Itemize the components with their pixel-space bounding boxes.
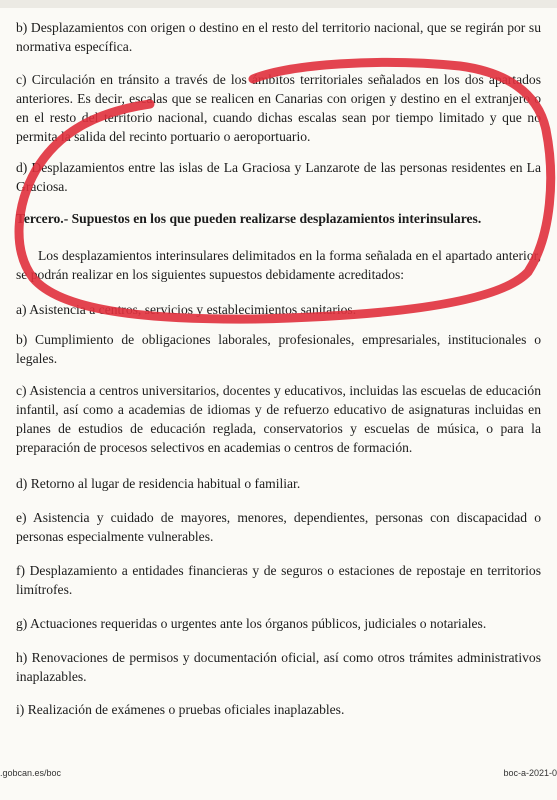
list-item-g: g) Actuaciones requeridas o urgentes ante los órganos públicos, judiciales o notariales. xyxy=(16,616,487,631)
section-heading-text: Tercero.- Supuestos en los que pueden realizarse desplazamientos interinsulares. xyxy=(16,211,482,226)
paragraph-b-destinations: b) Desplazamientos con origen o destino en el resto del territorio nacional, que se regirán por su normativa específica. xyxy=(16,20,541,54)
section-heading-tercero xyxy=(16,209,541,228)
list-item-h: h) Renovaciones de permisos y documentación oficial, así como otros trámites administrativos inaplazables. xyxy=(16,650,541,684)
list-item-d: d) Retorno al lugar de residencia habitual o familiar. xyxy=(16,476,301,491)
list-item-a: a) Asistencia a centros, servicios y establecimientos sanitarios. xyxy=(16,302,357,317)
top-edge-strip xyxy=(0,0,557,8)
footer-document-id: boc-a-2021-0 xyxy=(503,768,557,778)
paragraph-d-la-graciosa: d) Desplazamientos entre las islas de La Graciosa y Lanzarote de las personas residentes en La Graciosa. xyxy=(16,160,541,194)
paragraph-c-transit: c) Circulación en tránsito a través de los ámbitos territoriales señalados en los dos apartados anteriores. Es decir, escalas que se realicen en Canarias con origen y destino en el extranjero o en el resto del territorio nacional, cuando dichas escalas sean por tiempo limitado y que no permita la salida del recinto portuario o aeroportuario. xyxy=(16,72,541,144)
intro-paragraph: Los desplazamientos interinsulares delimitados en la forma señalada en el apartado anterior, se podrán realizar en los siguientes supuestos debidamente acreditados: xyxy=(16,248,541,282)
list-item-b: b) Cumplimiento de obligaciones laborales, profesionales, empresariales, institucionales o legales. xyxy=(16,332,541,366)
list-item-e: e) Asistencia y cuidado de mayores, menores, dependientes, personas con discapacidad o personas especialmente vulnerables. xyxy=(16,510,541,544)
list-item-c: c) Asistencia a centros universitarios, docentes y educativos, incluidas las escuelas de educación infantil, así como a academias de idiomas y de refuerzo educativo de asignaturas incluidas en planes de estudios de educación reglada, conservatorios y escuelas de música, o para la preparación de procesos selectivos en academias o centros de formación. xyxy=(16,383,541,455)
footer-url: .gobcan.es/boc xyxy=(0,768,62,778)
list-item-f: f) Desplazamiento a entidades financieras y de seguros o estaciones de repostaje en territorios limítrofes. xyxy=(16,563,541,597)
list-item-i: i) Realización de exámenes o pruebas oficiales inaplazables. xyxy=(16,702,345,717)
